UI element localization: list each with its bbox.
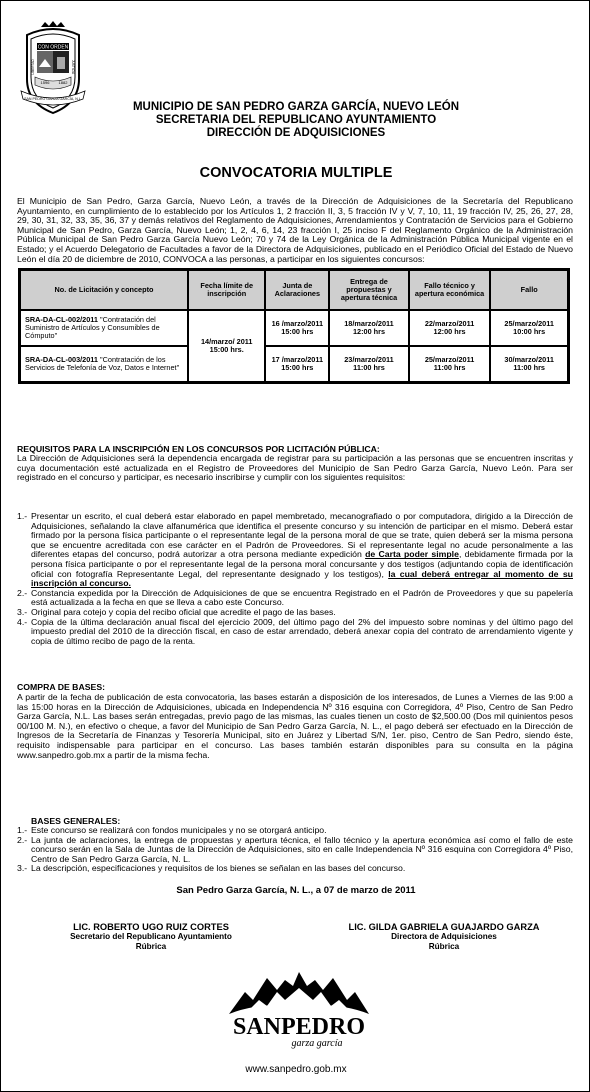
cell-entrega xyxy=(329,346,409,382)
cell-licitacion xyxy=(20,346,188,382)
cell-tecnico xyxy=(409,310,491,346)
item-number: 2.- xyxy=(17,587,28,598)
cell-entrega xyxy=(329,310,409,346)
item-number: 2.- xyxy=(17,834,28,845)
list-item xyxy=(17,512,573,589)
signer-role: Directora de Adquisiciones xyxy=(391,932,497,942)
item-number: 4.- xyxy=(17,616,28,627)
item-number: 1.- xyxy=(17,511,28,521)
item-text-part: , debidamente firmada por la persona física participante o por el representante legal de la persona moral concursante y dos testigos (adjuntando copia de identificación oficial con fotografía Representante Legal, del representante designado y los testigos), xyxy=(31,549,573,579)
col-header-entrega: Entrega de propuestas y apertura técnica xyxy=(329,270,409,310)
signature-block xyxy=(319,923,569,951)
list-item xyxy=(17,589,573,608)
col-header-fallo-tecnico: Fallo técnico y apertura económica xyxy=(409,270,491,310)
seal-motto: CON ORDEN xyxy=(37,44,69,51)
item-text: Constancia expedida por la Dirección de Adquisiciones de que se encuentra Registrado en el Padrón de Proveedores y que su papelería está actualizada a la fecha en que se lleva a cabo este Concurso. xyxy=(31,587,573,608)
licitacion-concept: "Contratación de los Servicios de Telefonía de Voz, Datos e Internet" xyxy=(25,354,180,372)
cell-junta xyxy=(265,310,329,346)
table-row xyxy=(20,346,568,382)
col-header-fallo: Fallo xyxy=(490,270,568,310)
seal-left-word: LIBERTAD xyxy=(31,59,35,75)
fallo-time: 10:00 hrs xyxy=(513,327,546,336)
entrega-date: 23/marzo/2011 xyxy=(344,354,394,364)
entrega-time: 11:00 hrs xyxy=(353,363,385,372)
licitacion-concept: "Contratación del Suministro de Artículos y Consumibles de Cómputo" xyxy=(25,314,160,341)
logo-tagline-text: garza garcía xyxy=(291,1038,343,1049)
deadline-date: 14/marzo/ 2011 xyxy=(200,336,253,346)
col-header-licitacion: No. de Licitación y concepto xyxy=(20,270,188,310)
table-row xyxy=(20,310,568,346)
concursos-table xyxy=(18,268,570,384)
cell-fallo xyxy=(490,346,568,382)
junta-date: 17 /marzo/2011 xyxy=(271,354,324,364)
date-line: San Pedro Garza García, N. L., a 07 de marzo de 2011 xyxy=(176,885,416,896)
tecnico-date: 25/marzo/2011 xyxy=(424,354,475,364)
header-municipality: MUNICIPIO DE SAN PEDRO GARZA GARCÍA, NUEVO LEÓN xyxy=(132,101,460,113)
footer-url: www.sanpedro.gob.mx xyxy=(245,1064,347,1075)
seal-right-word: JUSTICIA xyxy=(71,59,75,75)
compra-heading: COMPRA DE BASES: xyxy=(17,682,106,692)
item-text xyxy=(31,512,573,589)
tecnico-date: 22/marzo/2011 xyxy=(424,318,475,328)
tecnico-time: 11:00 hrs xyxy=(433,363,466,372)
header-direccion: DIRECCIÓN DE ADQUISICIONES xyxy=(206,127,386,139)
fallo-time: 11:00 hrs xyxy=(513,363,545,372)
junta-time: 15:00 hrs xyxy=(281,363,314,372)
generales-list xyxy=(17,826,573,874)
item-text-emphasis: la cual deberá entregar al momento de su inscripción al concurso. xyxy=(31,568,573,589)
signer-name: LIC. ROBERTO UGO RUIZ CORTES xyxy=(73,922,229,932)
item-text: La junta de aclaraciones, la entrega de propuestas y apertura técnica, el fallo técnico y la apertura económica así como el fallo de este concurso serán en la Sala de Juntas de la Dirección de Adquisiciones, sito en calle Independencia Nº 316 esquina con Corregidora 4º Piso, Centro de San Pedro Garza García, N. L. xyxy=(31,834,573,864)
intro-paragraph: El Municipio de San Pedro, Garza García, Nuevo León, a través de la Dirección de Adquisiciones de la Secretaría del Republicano Ayuntamiento, en cumplimiento de lo establecido por los Artículos 1, 2 fracción II, 3, 5 fracción IV y V, 7, 10, 11, 19 fracción IV, 25, 26, 27, 28, 29, 30, 31, 32, 33, 35, 36, 37 y demás relativos del Reglamento de Adquisiciones, Arrendamientos y Contratación de Servicios para el Gobierno Municipal de San Pedro, Garza García, Nuevo León; 1, 2, 4, 6, 14, 23 fracción I, 25 inciso F del Reglamento Orgánico de la Administración Pública Municipal de San Pedro Garza García Nuevo León; 70 y 74 de la Ley Orgánica de la Administración Pública Municipal vigente en el Estado; y el Acuerdo Delegatorio de Facultades a favor de la Directora de Adquisiciones, publicado en el Periódico Oficial del Estado de Nuevo León el día 20 de diciembre de 2010, CONVOCA a las personas, a participar en los siguientes concursos: xyxy=(17,196,573,264)
item-text: Este concurso se realizará con fondos municipales y no se otorgará anticipo. xyxy=(31,825,327,835)
seal-year-right: 1882 xyxy=(58,80,68,85)
entrega-time: 12:00 hrs xyxy=(352,327,386,336)
item-number: 3.- xyxy=(17,606,28,617)
document-title: CONVOCATORIA MULTIPLE xyxy=(199,165,393,181)
cell-tecnico xyxy=(409,346,491,382)
table-header-row xyxy=(20,270,568,310)
junta-date: 16 /marzo/2011 xyxy=(271,318,324,328)
entrega-date: 18/marzo/2011 xyxy=(344,318,394,328)
signature-block xyxy=(31,923,271,951)
deadline-time: 15:00 hrs. xyxy=(209,345,244,354)
licitacion-code: SRA-DA-CL-002/2011 xyxy=(25,314,98,324)
compra-paragraph: A partir de la fecha de publicación de esta convocatoria, las bases estarán a disposición de los interesados, de Lunes a Viernes de las 9:00 a las 15:00 horas en la Dirección de Adquisiciones, ubicada en Independencia Nº 316 esquina con Corregidora, 4º Piso, Centro de San Pedro Garza García, N.L. Las bases serán entregadas, previo pago de las mismas, las cuales tienen un costo de $2,500.00 (Dos mil quinientos pesos 00/100 M. N.), en efectivo o cheque, a favor del Municipio de San Pedro Garza García, N. L., el pago deberá ser efectuado en la Dirección de Ingresos de la Secretaría de Finanzas y Tesorería Municipal, sito en Juárez y Libertad S/N, 1er. piso, Centro de San Pedro, siendo éste, requisito indispensable para participar en el concurso. Las bases también estarán disponibles para su consulta en la página www.sanpedro.gob.mx a partir de la misma fecha. xyxy=(17,692,573,760)
list-item xyxy=(17,836,573,865)
cell-deadline xyxy=(188,310,265,382)
item-text: Copia de la última declaración anual fiscal del ejercicio 2009, del último pago del 2% del impuesto sobre nominas y del último pago del impuesto predial del 2010 de la dirección fiscal, en caso de estar arrendado, deberá anexar copia del contrato de arrendamiento vigente y copia de último recibo de pago de la renta. xyxy=(31,616,573,646)
cell-fallo xyxy=(490,310,568,346)
fallo-date: 25/marzo/2011 xyxy=(504,318,554,328)
requisitos-intro: La Dirección de Adquisiciones será la dependencia encargada de registrar para su participación a las personas que se encuentren inscritas y cuya documentación esté actualizada en el Registro de Proveedores del Municipio de San Pedro Garza García, Nuevo León. Para ser registrado en el concurso y participar, es necesario inscribirse y cumplir con los siguientes requisitos: xyxy=(17,453,573,483)
list-item xyxy=(17,864,573,874)
seal-year-left: 1596 xyxy=(40,80,50,85)
col-header-junta: Junta de Aclaraciones xyxy=(265,270,329,310)
tecnico-time: 12:00 hrs xyxy=(433,327,466,336)
cell-junta xyxy=(265,346,329,382)
generales-heading: BASES GENERALES: xyxy=(31,816,121,826)
item-number: 3.- xyxy=(17,863,28,874)
list-item xyxy=(17,618,573,647)
logo-brand-text: SANPEDRO xyxy=(232,1014,366,1040)
signer-rubrica: Rúbrica xyxy=(135,941,167,951)
item-text: La descripción, especificaciones y requisitos de los bienes se señalan en las bases del concurso. xyxy=(31,863,406,874)
signer-rubrica: Rúbrica xyxy=(428,941,460,951)
item-number: 1.- xyxy=(17,825,28,835)
seal-ribbon: SAN PEDRO GARZA GARCÍA, N.L. xyxy=(24,97,82,101)
signer-name: LIC. GILDA GABRIELA GUAJARDO GARZA xyxy=(348,922,540,932)
fallo-date: 30/marzo/2011 xyxy=(504,354,554,364)
col-header-fecha-limite: Fecha límite de inscripción xyxy=(188,270,265,310)
cell-licitacion xyxy=(20,310,188,346)
requisitos-list xyxy=(17,512,573,646)
signer-role: Secretario del Republicano Ayuntamiento xyxy=(70,932,232,942)
header-secretaria: SECRETARIA DEL REPUBLICANO AYUNTAMIENTO xyxy=(155,114,437,126)
sanpedro-logo-icon xyxy=(219,966,379,1056)
junta-time: 15:00 hrs xyxy=(281,327,314,336)
requisitos-heading: REQUISITOS PARA LA INSCRIPCIÓN EN LOS CONCURSOS POR LICITACIÓN PÚBLICA: xyxy=(17,444,380,454)
item-text-part: Presentar un escrito, el cual deberá estar elaborado en papel membretado, mecanografiado o por computadora, dirigido a la Dirección de Adquisiciones, señalando la clave alfanumérica que identifica el presente concurso y su intención de participar en el mismo. Deberá estar firmado por la persona física participante o el representante legal de la persona moral de que se trate, quien deberá ser la misma persona que se encuentre acreditada con ese carácter en el Padrón de Proveedores. Si el representante legal no acude personalmente a las diferentes etapas del concurso, podrá autorizar a otra persona mediante expedición xyxy=(31,511,573,560)
licitacion-code: SRA-DA-CL-003/2011 xyxy=(25,354,98,364)
item-text-emphasis: de Carta poder simple xyxy=(365,549,459,560)
item-text: Original para cotejo y copia del recibo oficial que acredite el pago de las bases. xyxy=(31,606,336,617)
